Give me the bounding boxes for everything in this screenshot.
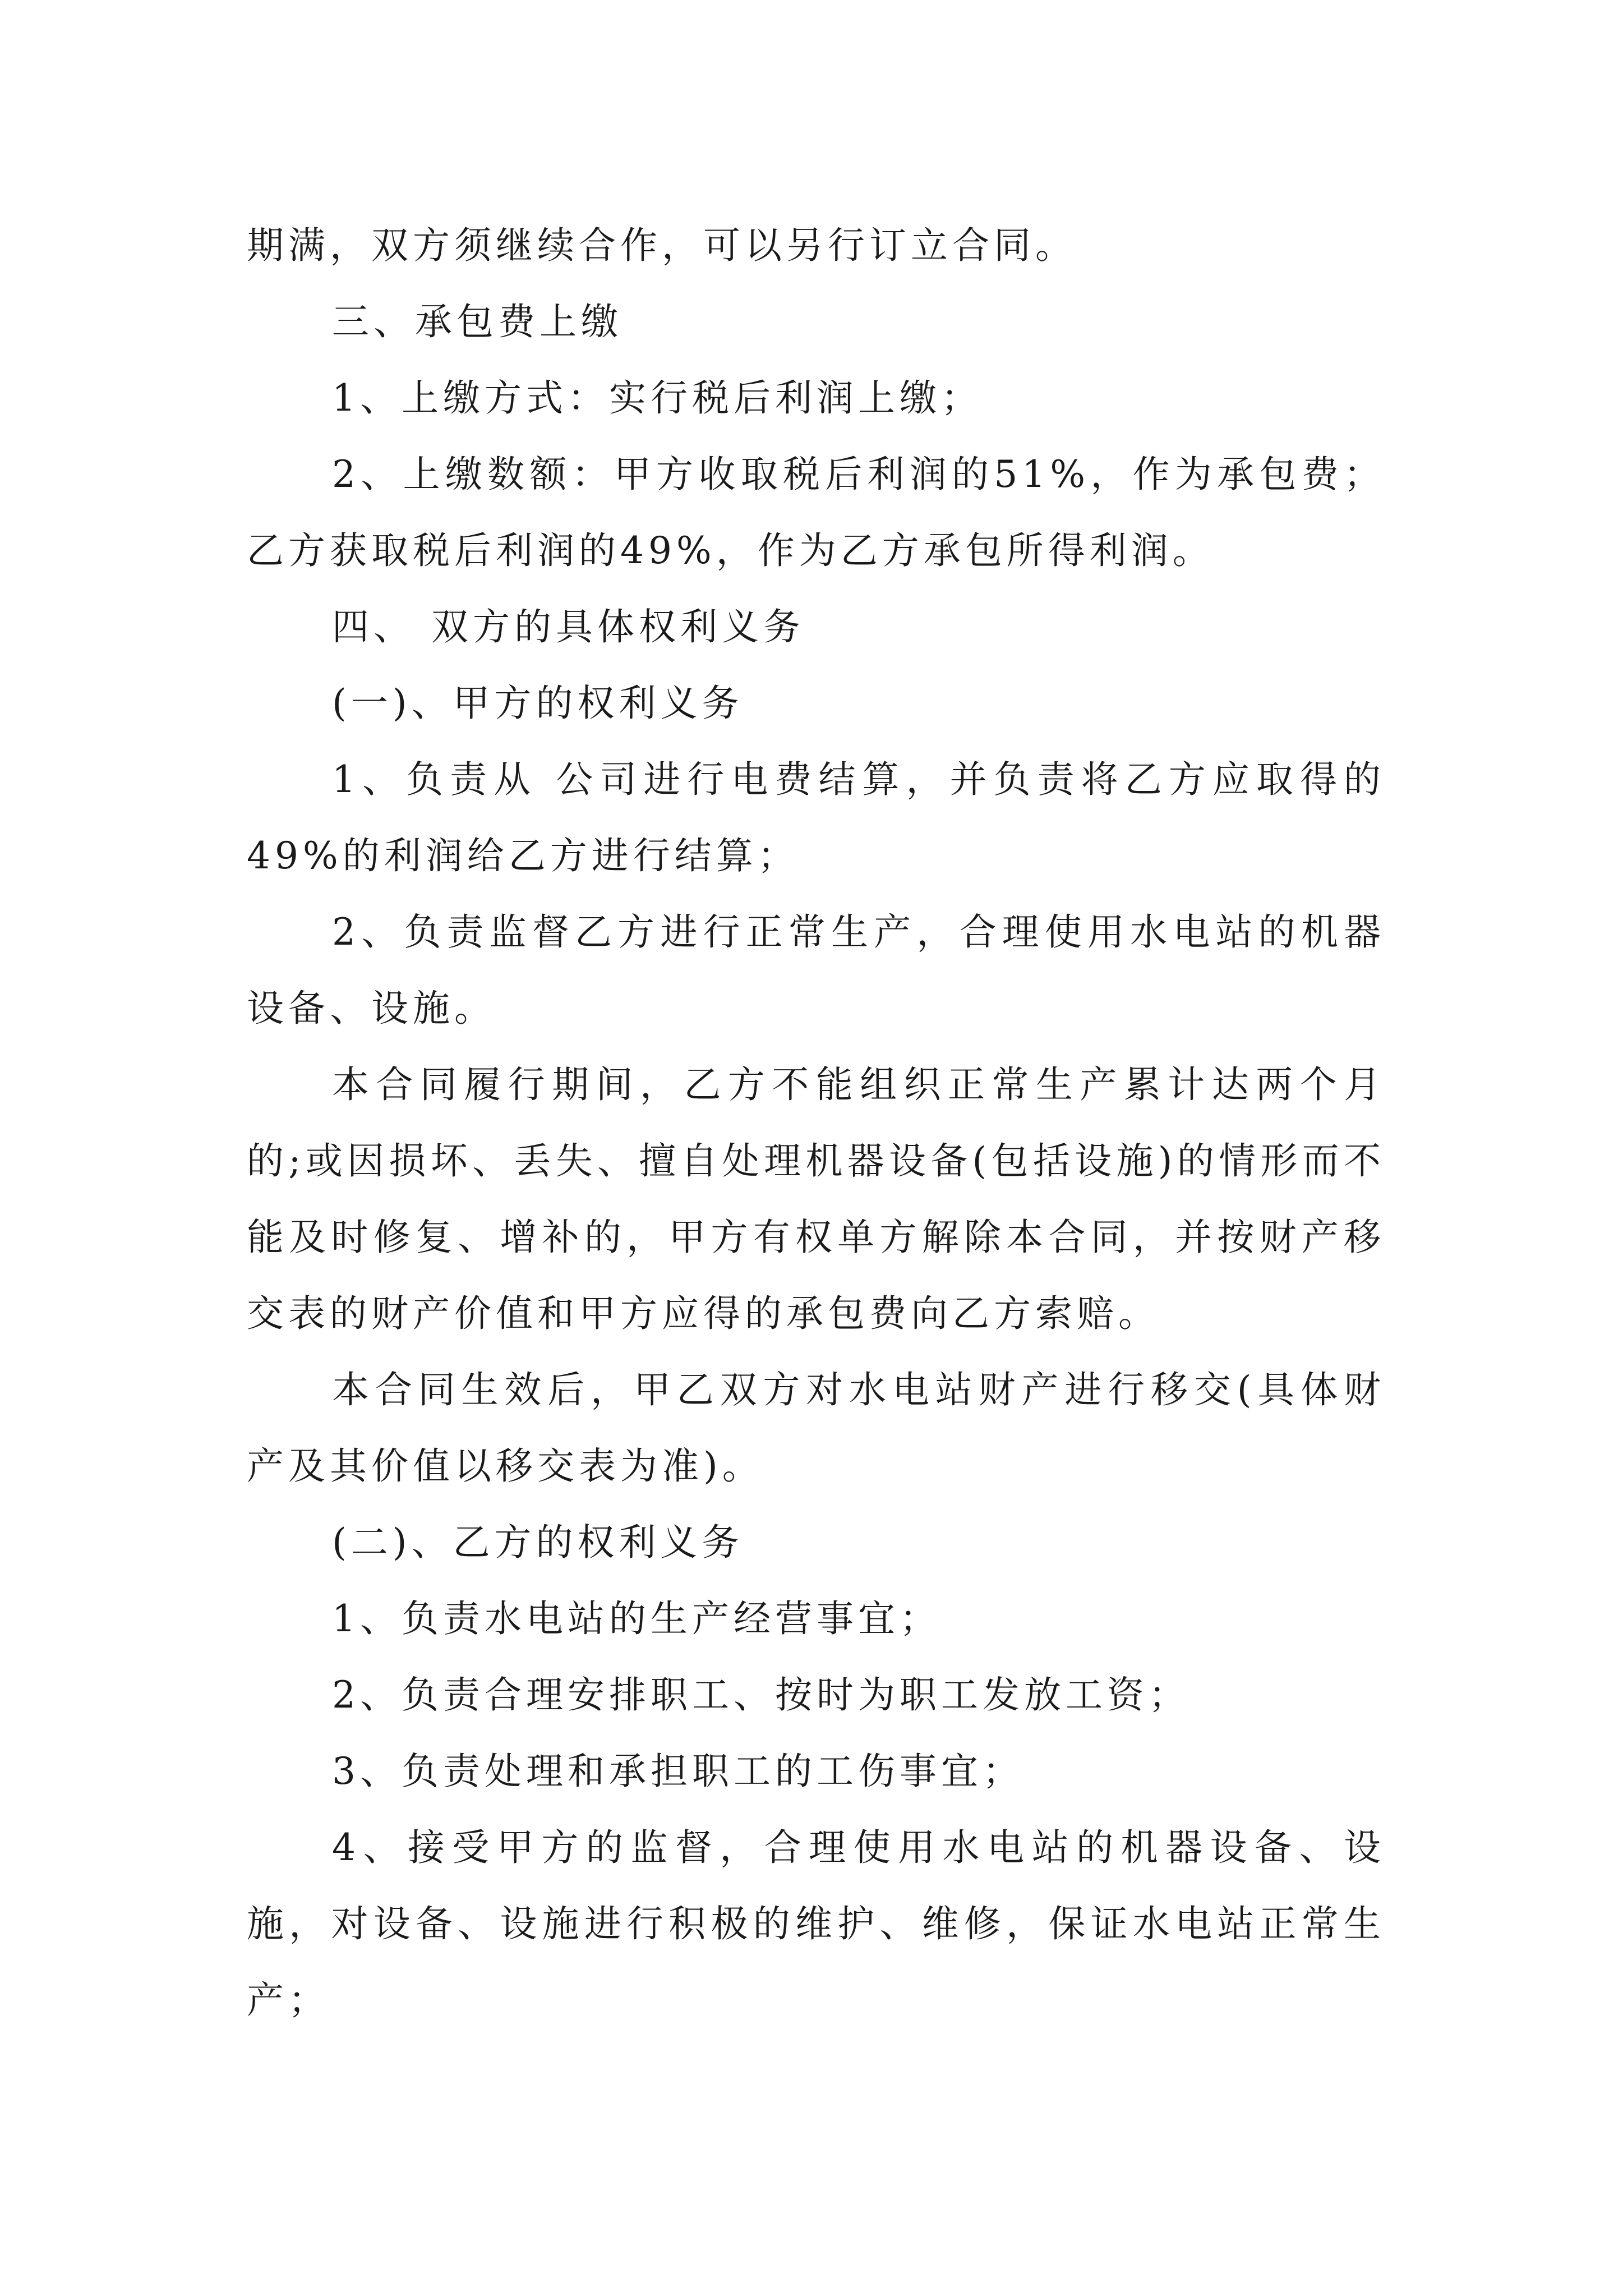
subheading-party-b: (二)、乙方的权利义务 (332, 1521, 744, 1564)
paragraph-party-b-item-1: 1、负责水电站的生产经营事宜； (332, 1597, 941, 1640)
heading-section-4: 四、 双方的具体权利义务 (332, 605, 805, 648)
subheading-party-a: (一)、甲方的权利义务 (332, 682, 744, 725)
paragraph-party-a-item-2: 2、负责监督乙方进行正常生产，合理使用水电站的机器设备、设施。 (247, 910, 1385, 1030)
paragraph-contract-term-end: 期满，双方须继续合作，可以另行订立合同。 (247, 224, 1077, 267)
heading-section-3: 三、承包费上缴 (332, 300, 623, 343)
paragraph-party-b-item-2: 2、负责合理安排职工、按时为职工发放工资； (332, 1673, 1190, 1717)
paragraph-payment-method: 1、上缴方式：实行税后利润上缴； (332, 376, 983, 420)
paragraph-party-b-item-3: 3、负责处理和承担职工的工伤事宜； (332, 1750, 1024, 1793)
paragraph-party-b-item-4: 4、接受甲方的监督，合理使用水电站的机器设备、设施，对设备、设施进行积极的维护、维修，保证水电站正常生产； (247, 1826, 1385, 2022)
document-body (247, 208, 1385, 2039)
paragraph-property-transfer: 本合同生效后，甲乙双方对水电站财产进行移交(具体财产及其价值以移交表为准)。 (247, 1368, 1385, 1488)
paragraph-payment-amount: 2、上缴数额：甲方收取税后利润的51%，作为承包费；乙方获取税后利润的49%，作为乙方承包所得利润。 (247, 453, 1385, 572)
paragraph-party-a-item-1: 1、负责从 公司进行电费结算，并负责将乙方应取得的49%的利润给乙方进行结算； (247, 758, 1385, 877)
paragraph-termination-clause: 本合同履行期间，乙方不能组织正常生产累计达两个月的;或因损坏、丢失、擅自处理机器设备(包括设施)的情形而不能及时修复、增补的，甲方有权单方解除本合同，并按财产移交表的财产价值和甲方应得的承包费向乙方索赔。 (247, 1063, 1385, 1335)
